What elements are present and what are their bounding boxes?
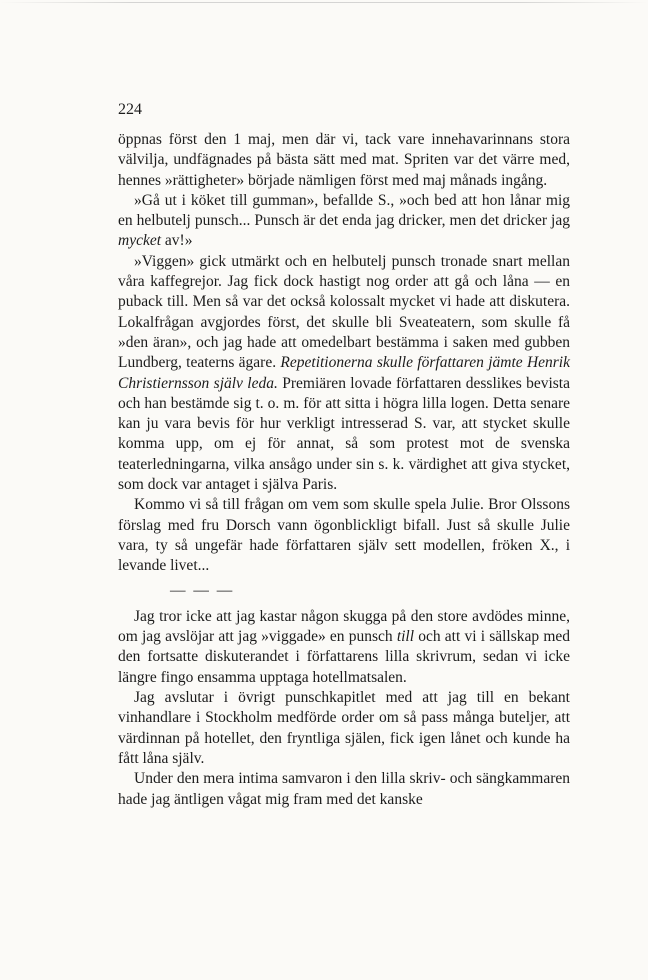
paragraph bbox=[118, 252, 570, 496]
italic-text: till bbox=[396, 628, 415, 646]
paragraph bbox=[118, 769, 570, 810]
text-run: Jag avslutar i övrigt punschkapitlet med att jag till en bekant vinhandlare i Stockholm medförde order om så pass många buteljer, att värdinnan på hotellet, den fryntliga själen, fick igen lånet och kunde ha fått låna själv. bbox=[118, 689, 570, 767]
paragraph bbox=[118, 688, 570, 769]
text-run: öppnas först den 1 maj, men där vi, tack vare innehavarinnans stora välvilja, undfägnades på bästa sätt med mat. Spriten var det värre med, hennes »rättigheter» började nämligen först med maj månads ingång. bbox=[118, 131, 570, 189]
body-text bbox=[118, 130, 570, 810]
paragraph bbox=[118, 607, 570, 688]
paragraph bbox=[118, 191, 570, 252]
text-run: och att vi i sällskap med den fortsatte diskuterandet i författarens lilla skrivrum, sedan vi icke längre fingo ensamma upptaga hotellmatsalen. bbox=[118, 628, 571, 686]
text-run: Kommo vi så till frågan om vem som skulle spela Julie. Bror Olssons förslag med fru Dorsch vann ögonblickligt bifall. Just så skulle Julie vara, ty så ungefär hade författaren själv sett modellen, fröken X., i levande livet... bbox=[118, 496, 570, 575]
text-run: Jag tror icke att jag kastar någon skugga på den store avdödes minne, om jag avslöjar att jag »viggade» en punsch bbox=[118, 607, 570, 646]
text-run: av!» bbox=[161, 232, 193, 250]
text-run: Under den mera intima samvaron i den lilla skriv- och sängkammaren hade jag äntligen vågat mig fram med det kanske bbox=[118, 770, 570, 808]
paragraph bbox=[118, 130, 570, 191]
text-run: »Gå ut i köket till gumman», befallde S., »och bed att hon lånar mig en helbutelj punsch... Punsch är det enda jag dricker, men det dricker jag bbox=[118, 191, 570, 230]
text-run: Premiären lovade författaren desslikes bevista och han bestämde sig t. o. m. för att sitta i högra lilla logen. Detta senare kan ju vara bevis för hur verkligt intresserad S. var, att stycket skulle komma upp, om ej för annat, så som protest mot de svenska teaterledningarna, vilka ansågo under sin s. k. värdighet att giva stycket, som dock var antaget i själva Paris. bbox=[118, 374, 570, 494]
text-run: »Viggen» gick utmärkt och en helbutelj punsch tronade snart mellan våra kaffegrejor. Jag fick dock hastigt nog order att gå och låna — en puback till. Men så var det också kolossalt mycket vi hade att diskutera. Lokalfrågan avgjordes först, det skulle bli Sveateatern, som skulle få »den äran», och jag hade att omedelbart bestämma i saken med gubben Lundberg, teaterns ägare. bbox=[118, 252, 570, 372]
section-break: — — — bbox=[170, 581, 235, 599]
book-page bbox=[118, 98, 570, 810]
paragraph bbox=[118, 495, 570, 576]
italic-text: Repetitionerna skulle författaren jämte Henrik Christiernsson själv leda. bbox=[118, 354, 570, 392]
top-edge-rule bbox=[0, 2, 648, 3]
page-number: 224 bbox=[118, 101, 142, 118]
italic-text: mycket bbox=[118, 232, 162, 250]
